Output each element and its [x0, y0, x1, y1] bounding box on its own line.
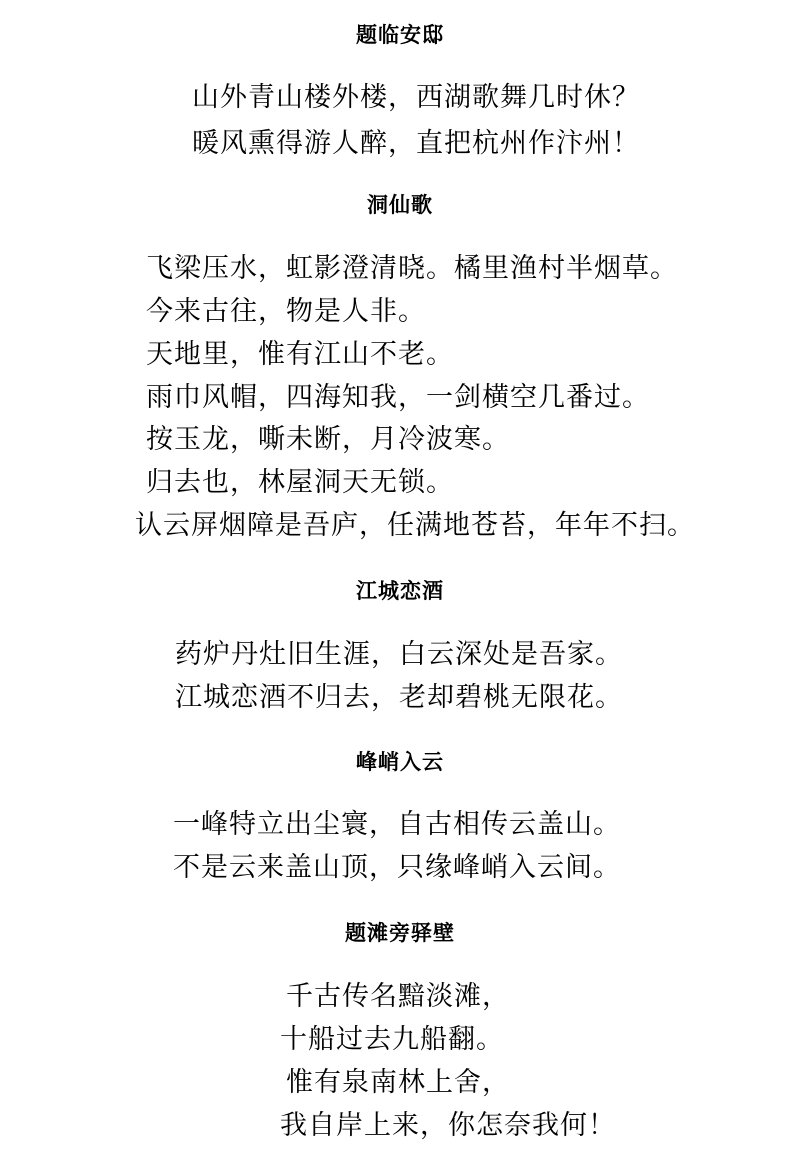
poem-line: 我自岸上来，你怎奈我何！ — [280, 1110, 616, 1141]
poem-line: 暖风熏得游人醉，直把杭州作汴州！ — [192, 128, 640, 159]
poem-line: 认云屏烟障是吾庐，任满地苍苔，年年不扫。 — [135, 510, 695, 541]
poem-line: 江城恋酒不归去，老却碧桃无限花。 — [175, 682, 623, 713]
poem-line: 千古传名黯淡滩， — [286, 981, 510, 1012]
poem-line: 今来古往，物是人非。 — [146, 296, 426, 327]
poem-line: 雨巾风帽，四海知我，一剑横空几番过。 — [146, 382, 650, 413]
poem-line: 按玉龙，嘶未断，月冷波寒。 — [146, 424, 510, 455]
poem-line: 天地里，惟有江山不老。 — [146, 339, 454, 370]
poem-title: 题滩旁驿壁 — [345, 921, 455, 945]
poem-line: 一峰特立出尘寰，自古相传云盖山。 — [173, 809, 621, 840]
poem-title: 题临安邸 — [356, 23, 444, 47]
poem-line: 归去也，林屋洞天无锁。 — [146, 467, 454, 498]
poem-title: 洞仙歌 — [367, 193, 433, 217]
poem-line: 不是云来盖山顶，只缘峰峭入云间。 — [173, 852, 621, 883]
poem-line: 飞梁压水，虹影澄清晓。橘里渔村半烟草。 — [146, 253, 678, 284]
poem-line: 药炉丹灶旧生涯，白云深处是吾家。 — [175, 639, 623, 670]
poem-line: 惟有泉南林上舍， — [286, 1067, 510, 1098]
poem-line: 十船过去九船翻。 — [280, 1024, 504, 1055]
poem-line: 山外青山楼外楼，西湖歌舞几时休？ — [192, 82, 640, 113]
poem-title: 江城恋酒 — [356, 579, 444, 603]
poem-title: 峰峭入云 — [356, 750, 444, 774]
